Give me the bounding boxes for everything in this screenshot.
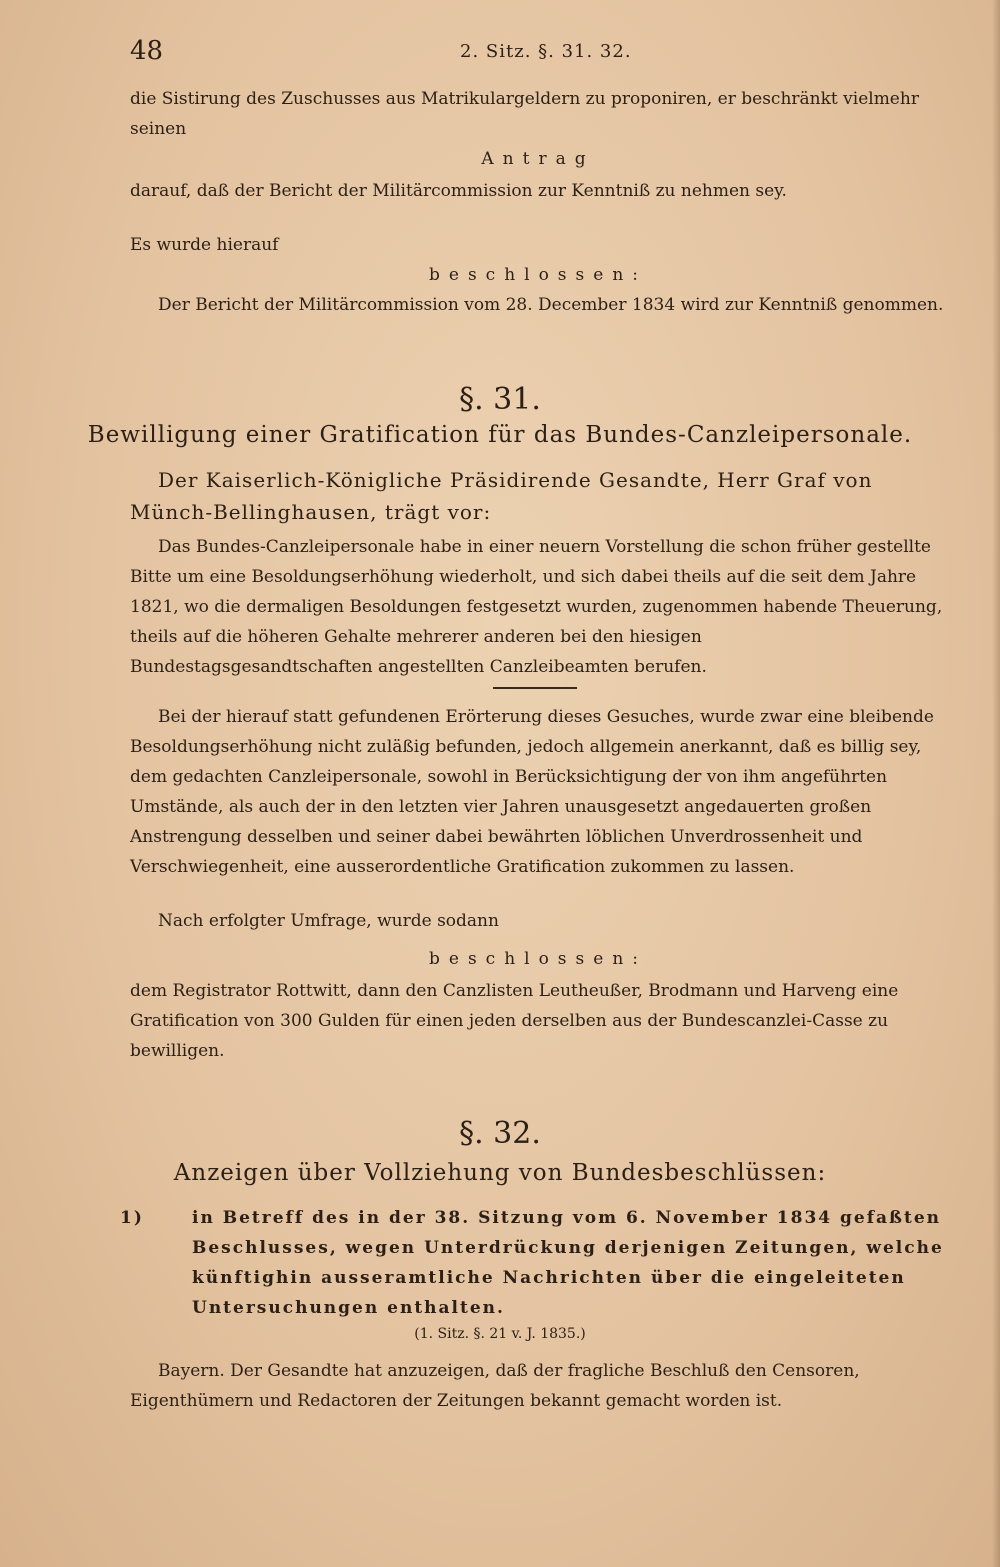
intro-line-1: die Sistirung des Zuschusses aus Matrikulargeldern zu proponiren, er beschränkt vielmehr seinen [130, 89, 919, 139]
page-number: 48 [130, 36, 164, 66]
antrag-heading: Antrag [481, 149, 595, 169]
section-31-paragraph-1: Das Bundes-Canzleipersonale habe in einer neuern Vorstellung die schon früher gestellte Bitte um eine Besoldungserhöhung wiederholt, und sich dabei theils auf die seit dem Jahre 1821, wo die dermaligen Besoldungen festgesetzt wurden, zugenommen habende Theuerung, theils auf die höheren Gehalte mehrerer anderen bei den hiesigen Bundestagsgesandtschaften angestellten Canzleibeamten berufen. [130, 537, 943, 677]
section-31-resolution: dem Registrator Rottwitt, dann den Canzlisten Leutheußer, Brodmann und Harveng eine Gratification von 300 Gulden für einen jeden derselben aus der Bundescanzlei-Casse zu bewilligen. [130, 981, 899, 1061]
section-31-speaker: Der Kaiserlich-Königliche Präsidirende Gesandte, Herr Graf von Münch-Bellinghausen, trägt vor: [130, 468, 873, 524]
item-number: 1) [120, 1208, 144, 1228]
section-31-title: Bewilligung einer Gratification für das Bundes-Canzleipersonale. [87, 422, 913, 448]
page-header [130, 36, 940, 76]
hierauf-line: Es wurde hierauf [130, 235, 279, 255]
umfrage-line: Nach erfolgter Umfrage, wurde sodann [158, 911, 499, 931]
section-31-number: §. 31. [459, 382, 541, 417]
beschlossen-heading-2: beschlossen: [429, 949, 647, 969]
running-head: 2. Sitz. §. 31. 32. [460, 41, 632, 62]
separator-rule [493, 687, 577, 689]
section-32-number: §. 32. [459, 1116, 541, 1151]
beschlossen-heading-1: beschlossen: [429, 265, 647, 285]
item-text: in Betreff des in der 38. Sitzung vom 6. November 1834 gefaßten Beschlusses, wegen Unterdrückung derjenigen Zeitungen, welche künftighin ausseramtliche Nachrichten über die eingeleiteten Untersuchungen enthalten. [192, 1208, 944, 1318]
section-31-paragraph-2: Bei der hierauf statt gefundenen Erörterung dieses Gesuches, wurde zwar eine bleibende Besoldungserhöhung nicht zuläßig befunden, jedoch allgemein anerkannt, daß es billig sey, dem gedachten Canzleipersonale, sowohl in Berücksichtigung der von ihm angeführten Umstände, als auch der in den letzten vier Jahren unausgesetzt angedauerten großen Anstrengung desselben und seiner dabei bewährten löblichen Unverdrossenheit und Verschwiegenheit, eine ausserordentliche Gratification zukommen zu lassen. [130, 707, 934, 877]
section-32-title: Anzeigen über Vollziehung von Bundesbeschlüssen: [173, 1160, 827, 1186]
citation: (1. Sitz. §. 21 v. J. 1835.) [414, 1326, 586, 1342]
enumerated-item-1 [120, 1203, 950, 1323]
intro-line-2: darauf, daß der Bericht der Militärcommission zur Kenntniß zu nehmen sey. [130, 181, 787, 201]
intro-resolution: Der Bericht der Militärcommission vom 28. December 1834 wird zur Kenntniß genommen. [158, 295, 944, 315]
bayern-paragraph: Bayern. Der Gesandte hat anzuzeigen, daß der fragliche Beschluß den Censoren, Eigenthümern und Redactoren der Zeitungen bekannt gemacht worden ist. [130, 1361, 860, 1411]
